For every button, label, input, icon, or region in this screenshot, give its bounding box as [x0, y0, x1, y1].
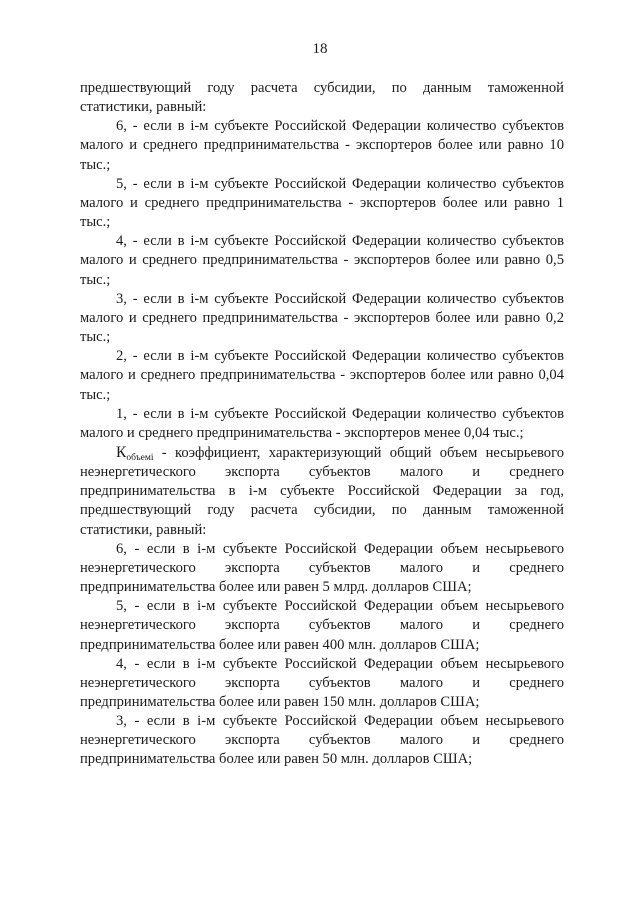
paragraph-count-6: 6, - если в i-м субъекте Российской Федерации количество субъектов малого и среднего предпринимательства - экспортеров более или равно 10 тыс.; — [80, 118, 564, 173]
paragraph-volume-4: 4, - если в i-м субъекте Российской Федерации объем несырьевого неэнергетического экспорта субъектов малого и среднего предпринимательства более или равен 150 млн. долларов США; — [80, 655, 564, 710]
coefficient-subscript: объемi — [126, 452, 154, 463]
paragraph-count-3: 3, - если в i-м субъекте Российской Федерации количество субъектов малого и среднего предпринимательства - экспортеров более или равно 0,2 тыс.; — [80, 290, 564, 346]
page-number: 18 — [312, 41, 328, 57]
paragraph-volume-6: 6, - если в i-м субъекте Российской Федерации объем несырьевого неэнергетического экспорта субъектов малого и среднего предпринимательства более или равен 5 млрд. долларов США; — [80, 540, 564, 596]
paragraph-count-4: 4, - если в i-м субъекте Российской Федерации количество субъектов малого и среднего предпринимательства - экспортеров более или равно 0,5 тыс.; — [80, 233, 564, 288]
paragraph-continuation: предшествующий году расчета субсидии, по данным таможенной статистики, равный: — [80, 80, 564, 116]
paragraph-coefficient-definition — [80, 443, 564, 540]
document-body — [80, 79, 564, 770]
paragraph-count-2: 2, - если в i-м субъекте Российской Федерации количество субъектов малого и среднего предпринимательства - экспортеров более или равно 0,04 тыс.; — [80, 348, 564, 403]
coefficient-symbol: К — [116, 443, 127, 461]
coefficient-text: - коэффициент, характеризующий общий объем несырьевого неэнергетического экспорта субъектов малого и среднего предпринимательства в i-м субъекте Российской Федерации за год, предшествующий году расчета субсидии, по данным таможенной статистики, равный: — [80, 444, 564, 538]
paragraph-count-1: 1, - если в i-м субъекте Российской Федерации количество субъектов малого и среднего предпринимательства - экспортеров менее 0,04 тыс.; — [80, 405, 564, 441]
paragraph-volume-3: 3, - если в i-м субъекте Российской Федерации объем несырьевого неэнергетического экспорта субъектов малого и среднего предпринимательства более или равен 50 млн. долларов США; — [80, 713, 564, 768]
paragraph-volume-5: 5, - если в i-м субъекте Российской Федерации объем несырьевого неэнергетического экспорта субъектов малого и среднего предпринимательства более или равен 400 млн. долларов США; — [80, 598, 564, 653]
paragraph-count-5: 5, - если в i-м субъекте Российской Федерации количество субъектов малого и среднего предпринимательства - экспортеров более или равно 1 тыс.; — [80, 175, 564, 231]
